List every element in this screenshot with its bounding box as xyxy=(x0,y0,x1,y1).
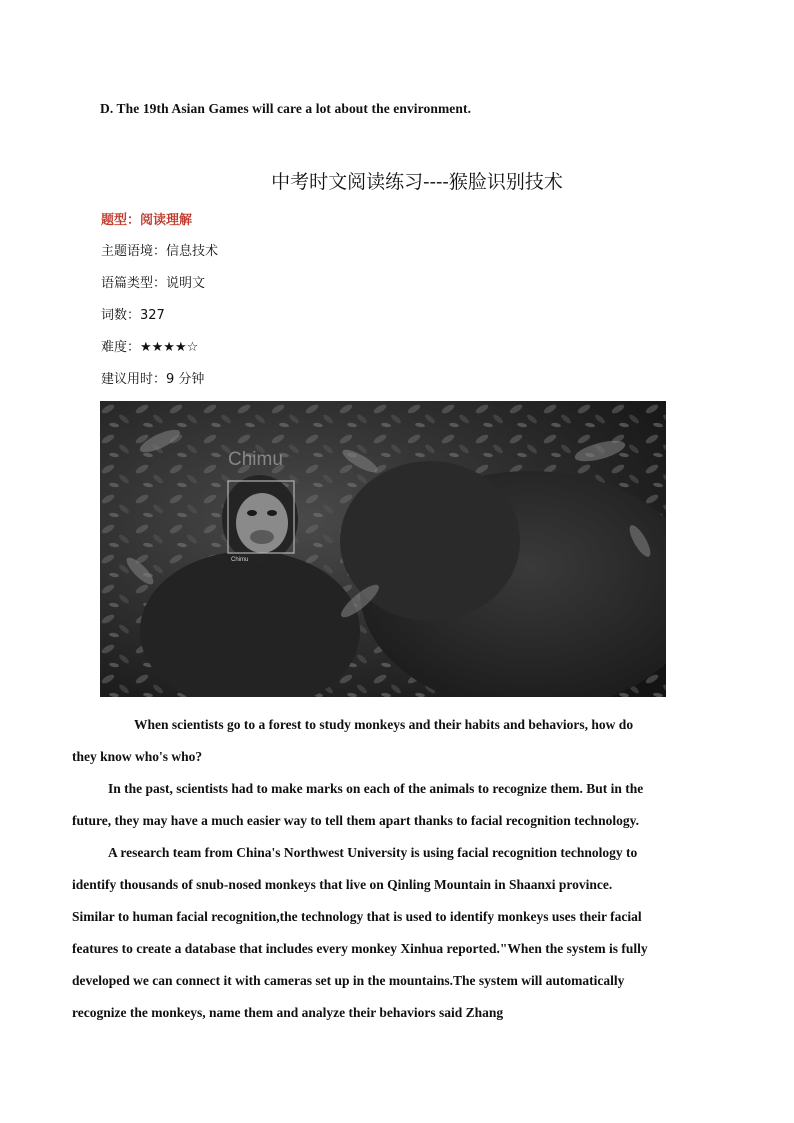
paragraph-line: features to create a database that includes every monkey Xinhua reported."When the system is fully xyxy=(72,941,648,956)
monkey-photo-illustration xyxy=(100,401,666,697)
theme-context: 主题语境：信息技术 xyxy=(101,244,219,259)
monkey-photo xyxy=(100,401,666,697)
difficulty-rating: 难度：★★★★☆ xyxy=(101,340,199,355)
paragraph-line: they know who's who? xyxy=(72,749,203,764)
paragraph-line: developed we can connect it with cameras set up in the mountains.The system will automatically xyxy=(72,973,625,988)
suggested-time: 建议用时：9 分钟 xyxy=(101,372,205,387)
photo-watermark: Chimu xyxy=(228,449,283,470)
paragraph-line: Similar to human facial recognition,the technology that is used to identify monkeys uses their facial xyxy=(72,909,642,924)
face-detection-label: Chimu xyxy=(231,557,249,563)
paragraph-line: future, they may have a much easier way to tell them apart thanks to facial recognition technology. xyxy=(72,813,639,828)
paragraph-line: When scientists go to a forest to study monkeys and their habits and behaviors, how do xyxy=(134,717,634,732)
paragraph-line: A research team from China's Northwest University is using facial recognition technology to xyxy=(108,845,638,860)
question-type: 题型：阅读理解 xyxy=(101,213,193,228)
article-title: 中考时文阅读练习----猴脸识别技术 xyxy=(271,171,563,193)
answer-option-d: D. The 19th Asian Games will care a lot about the environment. xyxy=(100,101,472,116)
paragraph-line: recognize the monkeys, name them and analyze their behaviors said Zhang xyxy=(72,1005,504,1020)
paragraph-line: In the past, scientists had to make marks on each of the animals to recognize them. But in the xyxy=(108,781,644,796)
text-genre: 语篇类型：说明文 xyxy=(101,276,206,291)
word-count: 词数：327 xyxy=(101,308,165,323)
paragraph-line: identify thousands of snub-nosed monkeys that live on Qinling Mountain in Shaanxi province. xyxy=(72,877,613,892)
